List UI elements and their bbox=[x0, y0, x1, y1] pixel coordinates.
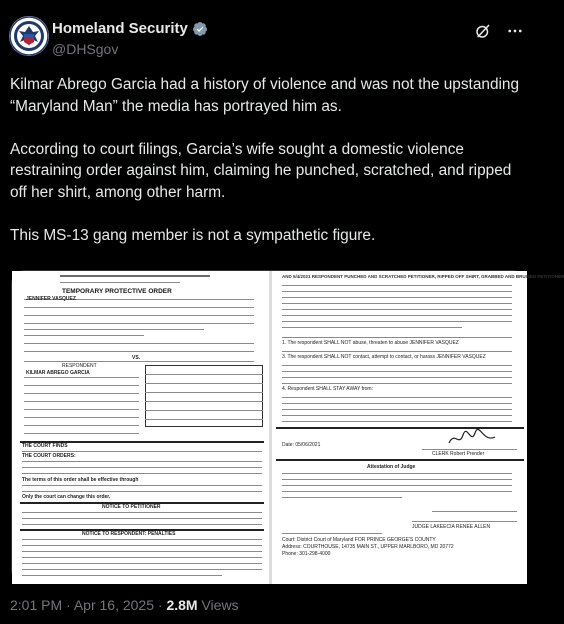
post-text bbox=[10, 74, 524, 268]
more-icon[interactable] bbox=[506, 22, 524, 40]
meta-separator: · bbox=[157, 597, 163, 613]
date-label: Date: 05/06/2021 bbox=[282, 442, 321, 448]
dhs-seal-icon bbox=[9, 16, 49, 56]
allegation-line: AND 5/4/2021 RESPONDENT PUNCHED AND SCRATCHED PETITIONER, RIPPED OFF SHIRT, GRABBED AND BRUISED PETITIONER bbox=[282, 274, 564, 279]
court-document-right[interactable] bbox=[272, 271, 564, 584]
views-count[interactable]: 2.8M bbox=[166, 597, 198, 613]
only-court: Only the court can change this order. bbox=[22, 494, 111, 500]
display-name[interactable]: Homeland Security bbox=[52, 20, 188, 37]
meta-separator: · bbox=[66, 597, 71, 613]
order-contact: 3. The respondent SHALL NOT contact, attempt to contact, or harass JENNIFER VASQUEZ bbox=[282, 354, 486, 360]
views-label: Views bbox=[201, 597, 239, 613]
respondent-name: KILMAR ABREGO GARCIA bbox=[26, 370, 90, 376]
court-name: Court: District Court of Maryland FOR PRINCE GEORGE'S COUNTY bbox=[282, 537, 436, 543]
court-phone: Phone: 301-298-4000 bbox=[282, 551, 331, 557]
order-stay-away: 4. Respondent SHALL STAY AWAY from: bbox=[282, 386, 373, 392]
post-paragraph: This MS-13 gang member is not a sympathetic figure. bbox=[10, 226, 376, 244]
order-title: TEMPORARY PROTECTIVE ORDER bbox=[62, 288, 172, 295]
post-meta bbox=[10, 597, 239, 613]
grok-icon[interactable] bbox=[474, 22, 492, 40]
avatar[interactable] bbox=[9, 16, 49, 56]
notice-respondent: NOTICE TO RESPONDENT: PENALTIES bbox=[82, 531, 176, 537]
post-media[interactable] bbox=[11, 270, 564, 583]
post-paragraph: According to court filings, Garcia’s wife sought a domestic violence restraining order against him, claiming he punched, scratched, and ripped off her shirt, among other harm. bbox=[10, 140, 512, 201]
attestation-title: Attestation of Judge bbox=[367, 464, 416, 470]
order-abuse: 1. The respondent SHALL NOT abuse, threaten to abuse JENNIFER VASQUEZ bbox=[282, 340, 459, 346]
judge-name: JUDGE LAKEECIA RENEE ALLEN bbox=[412, 524, 491, 530]
post-paragraph: Kilmar Abrego Garcia had a history of violence and was not the upstanding “Maryland Man” the media has portrayed him as. bbox=[10, 76, 520, 115]
petitioner-name: JENNIFER VASQUEZ bbox=[26, 296, 76, 302]
clerk-name: CLERK Robert Prender bbox=[432, 451, 485, 457]
verified-badge-icon bbox=[192, 21, 208, 37]
versus-label: VS. bbox=[132, 355, 141, 361]
post-time[interactable]: 2:01 PM bbox=[10, 597, 63, 613]
notice-petitioner: NOTICE TO PETITIONER bbox=[102, 504, 161, 510]
respondent-label: RESPONDENT bbox=[62, 363, 97, 369]
post-date[interactable]: Apr 16, 2025 bbox=[73, 597, 154, 613]
court-document-left[interactable] bbox=[12, 271, 270, 584]
post-header bbox=[0, 0, 534, 72]
court-address: Address: COURTHOUSE, 14735 MAIN ST., UPPER MARLBORO, MD 20772 bbox=[282, 544, 454, 550]
display-name-row[interactable] bbox=[52, 20, 208, 37]
clerk-signature-icon bbox=[447, 429, 497, 449]
court-orders: THE COURT ORDERS: bbox=[22, 453, 76, 459]
order-terms: The terms of this order shall be effective through bbox=[22, 477, 139, 483]
court-finds: THE COURT FINDS bbox=[22, 443, 68, 449]
handle[interactable]: @DHSgov bbox=[52, 41, 119, 57]
